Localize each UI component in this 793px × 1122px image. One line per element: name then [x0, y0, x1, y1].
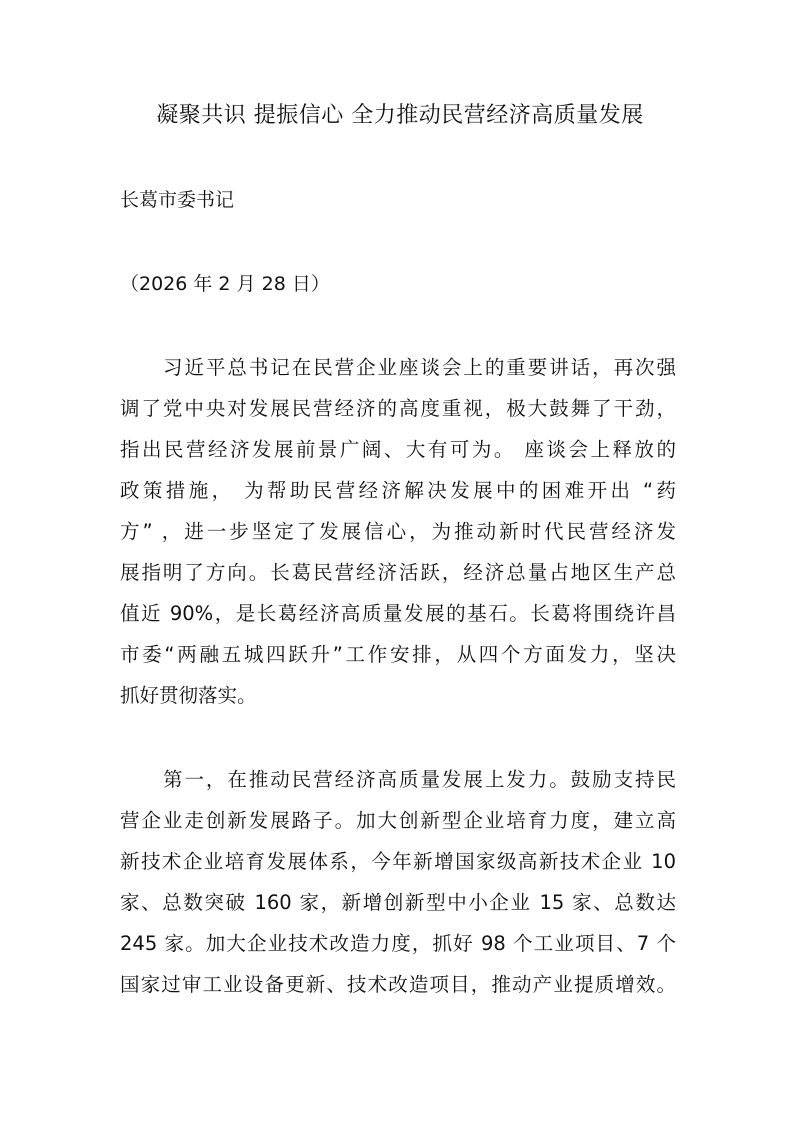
- paragraph-line: 抓好贯彻落实。: [120, 684, 257, 707]
- paragraph-line: 方” ，进一步坚定了发展信心，为推动新时代民营经济发: [120, 520, 676, 543]
- paragraph-line: 调了党中央对发展民营经济的高度重视，极大鼓舞了干劲，: [120, 397, 676, 420]
- document-title: 凝聚共识 提振信心 全力推动民营经济高质量发展: [156, 103, 644, 128]
- document-author: 长葛市委书记: [120, 189, 235, 211]
- paragraph-line: 245 家。加大企业技术改造力度，抓好 98 个工业项目、7 个: [120, 932, 676, 955]
- paragraph-line: 市委“两融五城四跃升”工作安排，从四个方面发力，坚决: [120, 643, 676, 666]
- paragraph-line: 营企业走创新发展路子。加大创新型企业培育力度，建立高: [120, 809, 676, 832]
- paragraph-line: 国家过审工业设备更新、技术改造项目，推动产业提质增效。: [120, 973, 676, 996]
- document-date: （2026 年 2 月 28 日）: [120, 273, 330, 295]
- paragraph-line: 展指明了方向。长葛民营经济活跃，经济总量占地区生产总: [120, 561, 676, 584]
- paragraph-line: 指出民营经济发展前景广阔、大有可为。 座谈会上释放的: [120, 438, 676, 461]
- paragraph-line: 家、总数突破 160 家，新增创新型中小企业 15 家、总数达: [120, 891, 676, 914]
- paragraph-line: 政策措施， 为帮助民营经济解决发展中的困难开出 “药: [120, 479, 676, 502]
- paragraph-line: 新技术企业培育发展体系，今年新增国家级高新技术企业 10: [120, 850, 676, 873]
- paragraph-line: 值近 90%，是长葛经济高质量发展的基石。长葛将围绕许昌: [120, 602, 676, 625]
- paragraph-line: 第一，在推动民营经济高质量发展上发力。鼓励支持民: [163, 768, 676, 791]
- paragraph-line: 习近平总书记在民营企业座谈会上的重要讲话，再次强: [163, 356, 676, 379]
